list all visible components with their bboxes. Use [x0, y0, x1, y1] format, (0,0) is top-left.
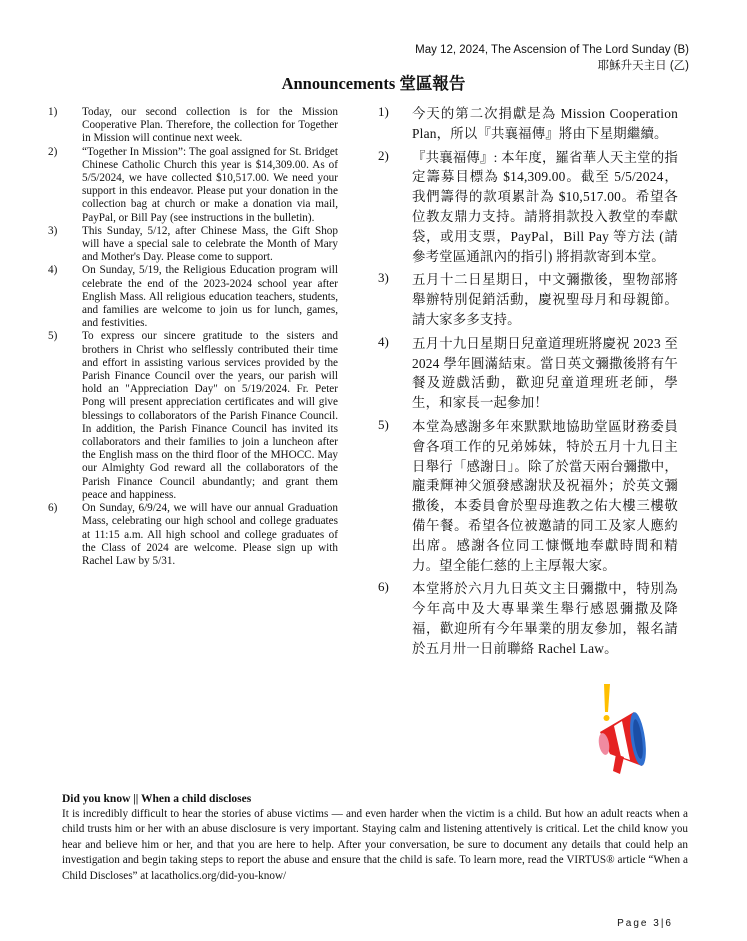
item-text: 本堂為感謝多年來默默地協助堂區財務委員會各項工作的兄弟姊妹，特於五月十九日主日舉行「感謝日」。除了於當天兩台彌撒中，龐秉輝神父頒發感謝狀及祝福外；於英文彌撒後，本委員會於聖母進教之佑大樓三樓敬備午餐。希望各位被邀請的同工及家人應約出席。感謝各位同工慷慨地奉獻時間和精力。望全能仁慈的上主厚報大家。	[412, 418, 678, 573]
announcements-zh	[378, 104, 678, 663]
announcement-en-1	[48, 106, 338, 146]
announcement-en-3	[48, 225, 338, 265]
announcement-en-5	[48, 330, 338, 502]
item-text: 本堂將於六月九日英文主日彌撒中，特別為今年高中及大專畢業生舉行感恩彌撒及降福，歡迎所有今年畢業的朋友參加，報名請於五月卅一日前聯絡 Rachel Law。	[412, 581, 678, 656]
item-number: 3)	[378, 270, 389, 286]
announcement-zh-1	[378, 104, 678, 144]
item-number: 3)	[48, 224, 58, 237]
item-number: 2)	[378, 147, 389, 163]
item-text: 五月十二日星期日，中文彌撒後，聖物部將舉辦特別促銷活動，慶祝聖母月和母親節。請大家多多支持。	[412, 272, 678, 327]
announcement-en-2	[48, 146, 338, 225]
item-text: “Together In Mission”: The goal assigned for St. Bridget Chinese Catholic Church this year is $14,309.00. As of 5/5/2024, we have collected $10,517.00. We need your support in this endeavor. Please put your donation in the collection bag at church or make a donation via mail, PayPal, or Bill Pay (see instructions in the bulletin).	[82, 145, 338, 224]
item-text: 『共襄福傳』: 本年度，羅省華人天主堂的指定籌募目標為 $14,309.00。截至 5/5/2024，我們籌得的款項累計為 $10,517.00。希望各位教友鼎力支持。請將捐款投入教堂的奉獻袋，或用支票，PayPal，Bill Pay 等方法 (請參考堂區通訊內的指引) 將捐款寄到本堂。	[412, 149, 678, 264]
item-text: 五月十九日星期日兒童道理班將慶祝 2023 至 2024 學年圓滿結束。當日英文彌撒後將有午餐及遊戲活動，歡迎兒童道理班老師，學生，和家長一起參加！	[412, 335, 678, 411]
item-text: On Sunday, 5/19, the Religious Education program will celebrate the end of the 2023-2024 school year after English Mass. All religious education teachers, students, and families are welcome to join us for lunch, games, and festivities.	[82, 264, 338, 330]
item-number: 4)	[48, 264, 58, 277]
announcement-zh-3	[378, 270, 678, 329]
announcement-en-6	[48, 502, 338, 568]
bulletin-date-zh: 耶穌升天主日 (乙)	[597, 60, 689, 72]
did-you-know-title: Did you know || When a child discloses	[62, 793, 252, 805]
announcement-zh-6	[378, 579, 678, 658]
item-number: 1)	[378, 104, 389, 119]
bulletin-date: May 12, 2024, The Ascension of The Lord Sunday (B)	[415, 44, 689, 56]
announcement-zh-4	[378, 334, 678, 413]
item-text: 今天的第二次捐獻是為 Mission Cooperation Plan，所以『共襄福傳』將由下星期繼續。	[412, 106, 678, 141]
megaphone-icon	[594, 682, 656, 778]
item-number: 4)	[378, 333, 389, 349]
item-number: 1)	[48, 106, 58, 118]
item-text: This Sunday, 5/12, after Chinese Mass, the Gift Shop will have a special sale to celebrate the Month of Mary and Mother's Day. Please come to support.	[82, 224, 338, 264]
item-text: To express our sincere gratitude to the sisters and brothers in Christ who selflessly contributed their time and effort in assisting various services provided by the Parish Finance Council over the years, our parish will hold an "Appreciation Day" on 5/19/2024. Fr. Peter Pong will present appreciation certificates and will give blessings to collaborators of the Parish Finance Council. In addition, the Parish Finance Council has invited its collaborators and their families to join a luncheon after the English mass on the third floor of the MHOCC. May our Almighty God reward all the collaborators of the Parish Finance Council abundantly; and grant them peace and happiness.	[82, 330, 338, 501]
item-number: 2)	[48, 145, 58, 158]
item-text: On Sunday, 6/9/24, we will have our annual Graduation Mass, celebrating our high school and college graduates at 11:15 a.m. All high school and college graduates of the Class of 2024 are welcome. Please sign up with Rachel Law by 5/31.	[82, 502, 338, 567]
did-you-know-section	[62, 793, 688, 884]
item-number: 6)	[48, 502, 58, 515]
announcements-en	[48, 106, 338, 568]
announcement-zh-5	[378, 417, 678, 575]
item-number: 5)	[48, 330, 58, 343]
page-number: Page 3|6	[617, 918, 673, 929]
item-number: 5)	[378, 416, 389, 432]
announcement-en-4	[48, 264, 338, 330]
page-title: Announcements 堂區報告	[281, 74, 466, 93]
did-you-know-body: It is incredibly difficult to hear the stories of abuse victims — and even harder when the victim is a child. But how an adult reacts when a child trusts him or her with an abuse disclosure is very important. Staying calm and listening attentively is critical. Let the child know you hear and believe him or her, and that you are here to help. After your conversation, be sure to document any details that could help an investigation and begin taking steps to report the abuse and ensure that the child is safe. To learn more, read the VIRTUS® article “When a Child Discloses” at lacatholics.org/did-you-know/	[62, 808, 688, 882]
item-number: 6)	[378, 579, 389, 595]
item-text: Today, our second collection is for the Mission Cooperative Plan. Therefore, the collection for Together in Mission will continue next week.	[82, 106, 338, 145]
announcement-zh-2	[378, 148, 678, 267]
